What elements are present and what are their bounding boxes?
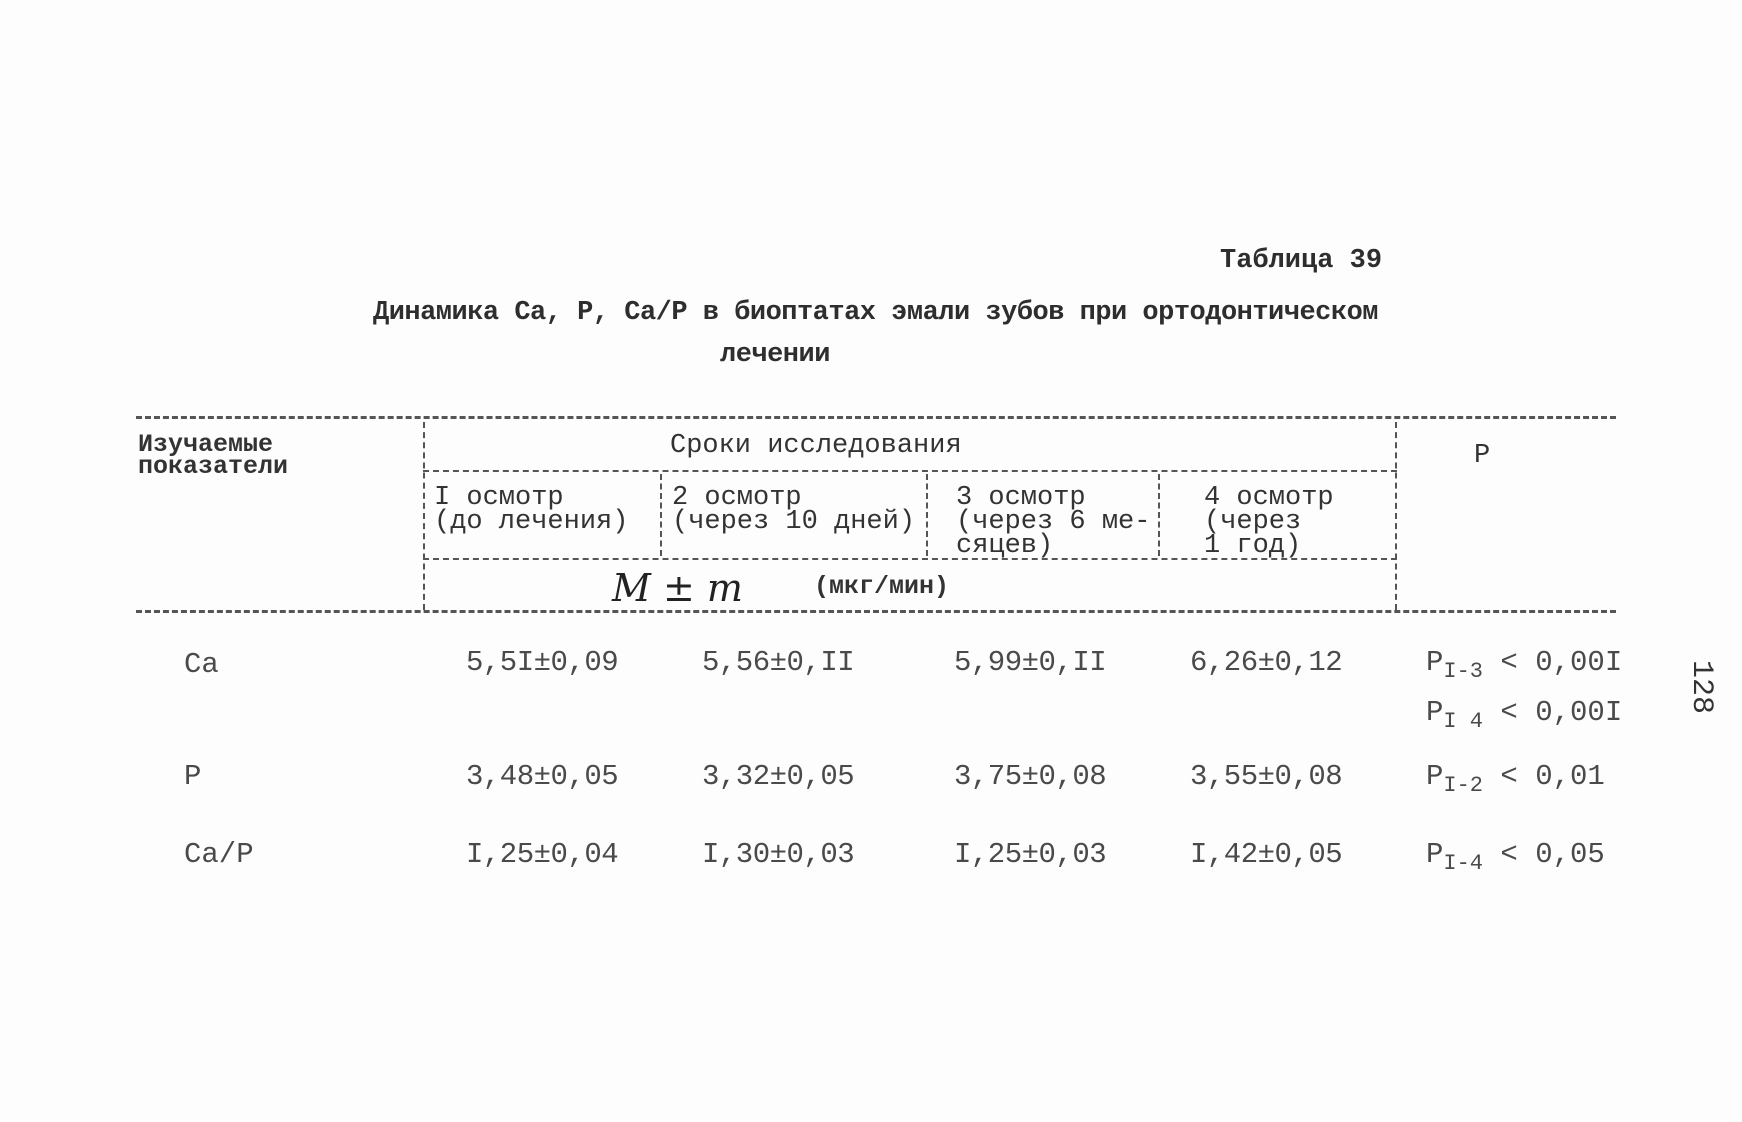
divider-right: [1395, 422, 1397, 610]
p-value: < 0,05: [1500, 838, 1605, 871]
cell-cap-4: I,42±0,05: [1190, 838, 1343, 871]
header-col1-line1: I осмотр: [434, 483, 564, 513]
row-label-ca-p: Са/Р: [184, 838, 254, 871]
header-indicators: [138, 430, 289, 481]
row-label-p: Р: [184, 760, 202, 793]
p-subscript: I 4: [1443, 708, 1484, 734]
divider-left: [423, 422, 425, 610]
cell-cap-3: I,25±0,03: [954, 838, 1107, 871]
mean-error-symbol: M ± m: [612, 566, 743, 610]
cell-p-2: 3,32±0,05: [702, 760, 855, 793]
divider-col3: [926, 474, 928, 556]
cell-ca-1: 5,5I±0,09: [466, 646, 619, 679]
p-symbol: P: [1426, 760, 1444, 793]
cell-cap-2: I,30±0,03: [702, 838, 855, 871]
p-symbol: P: [1426, 838, 1444, 871]
row-label-ca: Са: [184, 648, 219, 681]
p-value: < 0,00I: [1500, 696, 1623, 729]
table-title: Динамика Са, Р, Са/Р в биоптатах эмали зубов при ортодонтическом: [373, 298, 1378, 328]
p-value: < 0,00I: [1500, 646, 1623, 679]
header-col2-line2: (через 10 дней): [672, 507, 916, 537]
periods-underline: [423, 470, 1397, 472]
units-label: (мкг/мин): [814, 572, 950, 601]
p-symbol: P: [1426, 696, 1444, 729]
cell-p-3: 3,75±0,08: [954, 760, 1107, 793]
divider-col4: [1158, 474, 1160, 556]
cell-ca-4: 6,26±0,12: [1190, 646, 1343, 679]
p-ca-1: [1426, 646, 1622, 684]
p-ca-2: [1426, 696, 1622, 734]
divider-col2: [660, 474, 662, 556]
header-col4-line3: 1 год): [1204, 531, 1302, 561]
p-subscript: I-4: [1443, 850, 1484, 876]
cell-cap-1: I,25±0,04: [466, 838, 619, 871]
header-periods: Сроки исследования: [670, 431, 962, 461]
header-indicators-line2: показатели: [138, 452, 289, 481]
header-col3-line2: (через 6 ме-: [956, 507, 1151, 537]
header-col2-line1: 2 осмотр: [672, 483, 802, 513]
cell-p-4: 3,55±0,08: [1190, 760, 1343, 793]
p-value: < 0,01: [1500, 760, 1605, 793]
header-bottom-rule: [136, 610, 1616, 613]
header-p: Р: [1474, 441, 1491, 471]
header-col4: [1204, 483, 1334, 561]
page-number: 128: [1684, 659, 1719, 715]
table-number: Таблица 39: [1220, 246, 1383, 276]
cell-ca-2: 5,56±0,II: [702, 646, 855, 679]
header-indicators-line1: Изучаемые: [138, 430, 274, 459]
header-col1: [434, 483, 629, 537]
p-subscript: I-3: [1443, 658, 1484, 684]
header-col4-line2: (через: [1204, 507, 1302, 537]
table-top-rule: [136, 416, 1616, 419]
header-col4-line1: 4 осмотр: [1204, 483, 1334, 513]
header-col1-line2: (до лечения): [434, 507, 629, 537]
cell-p-1: 3,48±0,05: [466, 760, 619, 793]
p-cap-1: [1426, 838, 1605, 876]
header-col3-line3: сяцев): [956, 531, 1054, 561]
cell-ca-3: 5,99±0,II: [954, 646, 1107, 679]
p-symbol: P: [1426, 646, 1444, 679]
p-p-1: [1426, 760, 1605, 798]
table-title-continuation: лечении: [720, 340, 830, 370]
header-col2: [672, 483, 916, 537]
header-col3: [956, 483, 1151, 561]
header-col3-line1: 3 осмотр: [956, 483, 1086, 513]
p-subscript: I-2: [1443, 772, 1484, 798]
